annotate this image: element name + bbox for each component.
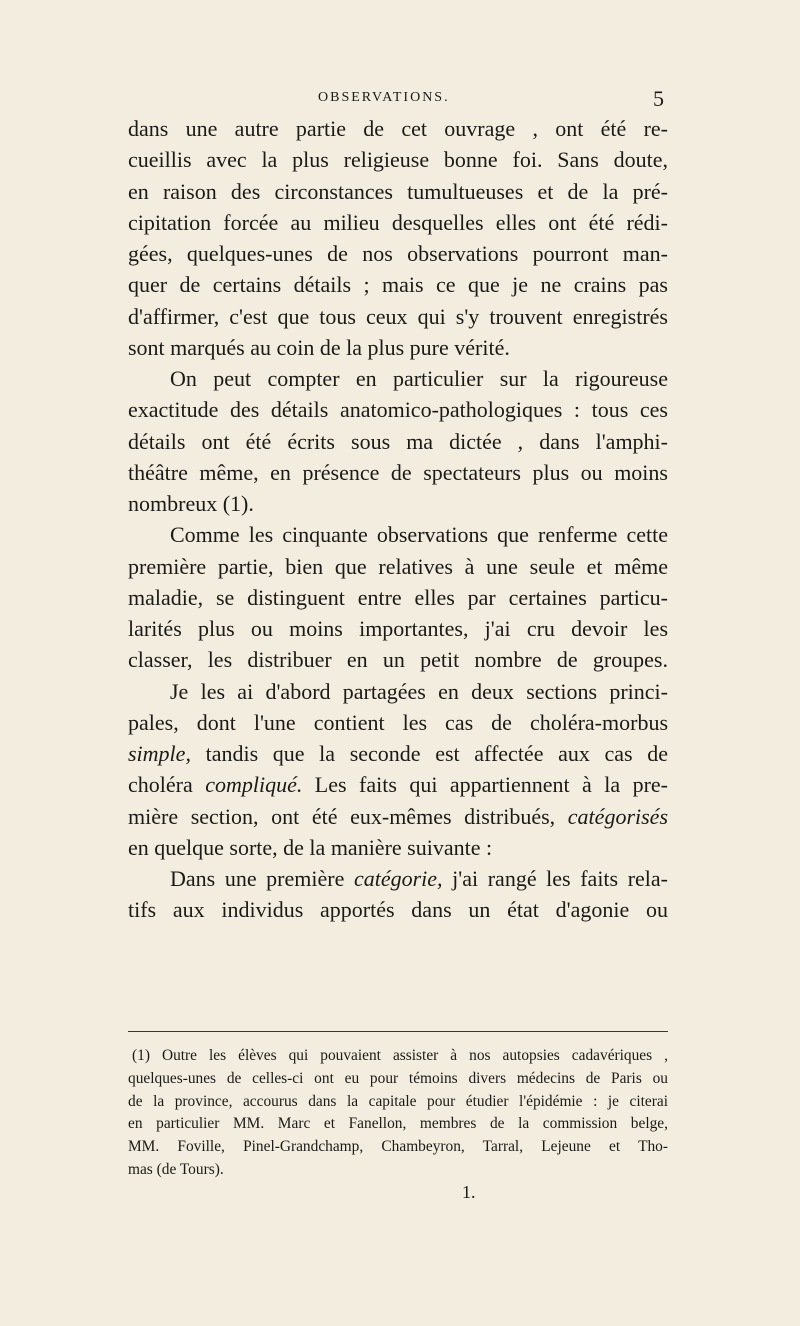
text-line [128,769,668,800]
text-line: exactitude des détails anatomico-pathologiques : tous ces [128,397,668,423]
text-segment: j'ai rangé les faits rela- [442,866,668,891]
text-line: quer de certains détails ; mais ce que je ne crains pas [128,272,668,298]
text-segment: tandis que la seconde est affectée aux cas de [190,741,668,766]
text-line: en raison des circonstances tumultueuses et de la pré- [128,178,668,204]
text-line: nombreux (1). [128,491,254,516]
text-line: cueillis avec la plus religieuse bonne foi. Sans doute, [128,147,668,173]
text-segment: choléra [128,772,206,798]
text-line: en quelque sorte, de la manière suivante : [128,834,493,860]
footnote-divider [128,1031,668,1032]
text-line: cipitation forcée au milieu desquelles elles ont été rédi- [128,209,668,235]
text-segment: Dans une première [170,866,354,891]
text-line: théâtre même, en présence de spectateurs plus ou moins [128,459,668,485]
text-line: Je les ai d'abord partagées en deux sections princi- [170,678,668,704]
text-line: tifs aux individus apportés dans un état d'agonie ou [128,897,668,923]
text-line [128,801,668,832]
italic-term: catégorie, [353,866,443,891]
text-line: Comme les cinquante observations que renferme cette [170,522,668,548]
text-line: détails ont été écrits sous ma dictée , dans l'amphi- [128,428,668,454]
text-line: On peut compter en particulier sur la rigoureuse [170,366,668,391]
text-line [128,738,668,769]
footnote-line: de la province, accourus dans la capitale pour étudier l'épidémie : je citerai [128,1092,668,1110]
text-line: pales, dont l'une contient les cas de choléra-morbus [128,709,668,735]
text-line: larités plus ou moins importantes, j'ai cru devoir les [128,616,668,641]
italic-term: compliqué. [205,772,303,798]
text-line: première partie, bien que relatives à une seule et même [128,553,668,579]
text-line: dans une autre partie de cet ouvrage , ont été re- [128,116,668,141]
text-segment: Les faits qui appartiennent à la pre- [302,772,668,798]
text-line: classer, les distribuer en un petit nombre de groupes. [128,647,668,673]
footnote-line: MM. Foville, Pinel-Grandchamp, Chambeyron, Tarral, Lejeune et Tho- [128,1138,668,1156]
text-line: sont marqués au coin de la plus pure vérité. [128,334,510,360]
footnote-line: (1) Outre les élèves qui pouvaient assister à nos autopsies cadavériques , [132,1047,668,1064]
page-number: 5 [653,86,664,111]
text-line: gées, quelques-unes de nos observations pourront man- [128,241,668,266]
footnote [128,1045,668,1182]
signature-mark: 1. [462,1182,476,1202]
footnote-line: en particulier MM. Marc et Fanellon, membres de la commission belge, [128,1115,668,1133]
running-title: OBSERVATIONS. [318,90,450,105]
text-segment: mière section, ont été eux-mêmes distribués, [128,803,568,829]
text-line: d'affirmer, c'est que tous ceux qui s'y trouvent enregistrés [128,303,668,329]
italic-term: catégorisés [567,803,668,829]
text-line: maladie, se distinguent entre elles par certaines particu- [128,584,668,610]
italic-term: simple, [128,741,191,766]
footnote-line: mas (de Tours). [128,1160,224,1178]
footnote-line: quelques-unes de celles-ci ont eu pour témoins divers médecins de Paris ou [128,1069,668,1087]
text-line [128,863,668,894]
body-text [128,113,668,926]
